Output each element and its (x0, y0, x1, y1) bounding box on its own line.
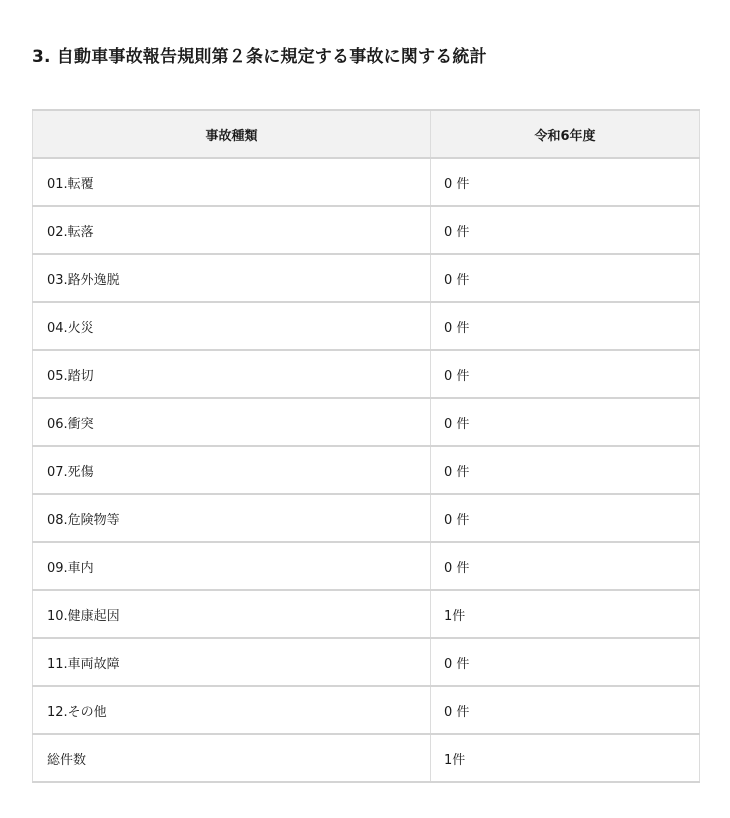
row-category: 11.車両故障 (33, 638, 431, 686)
section-title: 3. 自動車事故報告規則第２条に規定する事故に関する統計 (32, 47, 487, 67)
table-header-row (33, 110, 700, 158)
table-row (33, 446, 700, 494)
row-value: 0 件 (431, 446, 700, 494)
row-category: 07.死傷 (33, 446, 431, 494)
row-category: 02.転落 (33, 206, 431, 254)
row-value: 0 件 (431, 398, 700, 446)
row-category: 05.踏切 (33, 350, 431, 398)
row-value: 0 件 (431, 686, 700, 734)
row-value: 0 件 (431, 494, 700, 542)
table-total-row (33, 734, 700, 782)
row-value: 0 件 (431, 638, 700, 686)
total-label: 総件数 (33, 734, 431, 782)
row-category: 06.衝突 (33, 398, 431, 446)
accident-statistics-table (32, 109, 700, 783)
total-value: 1件 (431, 734, 700, 782)
row-value: 0 件 (431, 542, 700, 590)
table-row (33, 494, 700, 542)
header-fiscal-year: 令和6年度 (431, 110, 700, 158)
row-category: 10.健康起因 (33, 590, 431, 638)
table-row (33, 542, 700, 590)
row-value: 0 件 (431, 158, 700, 206)
row-category: 12.その他 (33, 686, 431, 734)
row-value: 0 件 (431, 254, 700, 302)
row-category: 08.危険物等 (33, 494, 431, 542)
row-value: 0 件 (431, 302, 700, 350)
row-category: 09.車内 (33, 542, 431, 590)
row-category: 01.転覆 (33, 158, 431, 206)
row-category: 03.路外逸脱 (33, 254, 431, 302)
table-row (33, 686, 700, 734)
table-row (33, 398, 700, 446)
table-row (33, 350, 700, 398)
row-value: 0 件 (431, 350, 700, 398)
row-category: 04.火災 (33, 302, 431, 350)
table-row (33, 590, 700, 638)
table-row (33, 206, 700, 254)
header-accident-type: 事故種類 (33, 110, 431, 158)
row-value: 1件 (431, 590, 700, 638)
row-value: 0 件 (431, 206, 700, 254)
table-row (33, 638, 700, 686)
table-row (33, 254, 700, 302)
table-row (33, 158, 700, 206)
table-row (33, 302, 700, 350)
